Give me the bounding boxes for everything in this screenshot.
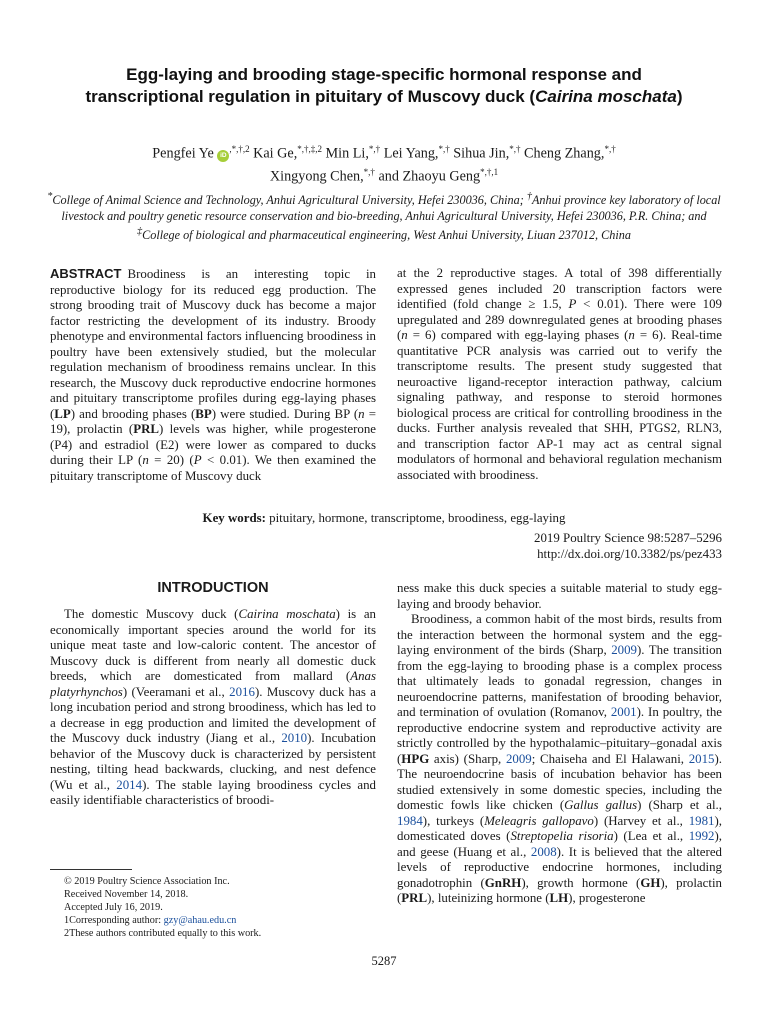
affiliation-2: Anhui province key laboratory of local livestock and poultry genetic resource conservation and bio-breeding, Anhui Agricultural University, Hefei 230036, P.R. China; and bbox=[61, 193, 721, 223]
author-marks: *,† bbox=[509, 144, 521, 154]
citation-link[interactable]: 1981 bbox=[688, 813, 715, 828]
citation-link[interactable]: 2009 bbox=[505, 751, 532, 766]
affiliation-1: College of Animal Science and Technology, Anhui Agricultural University, Hefei 230036, China; bbox=[52, 193, 524, 208]
doi-link[interactable]: http://dx.doi.org/10.3382/ps/pez433 bbox=[537, 547, 722, 561]
affiliation-3: College of biological and pharmaceutical engineering, West Anhui University, Liuan 237012, China bbox=[142, 228, 631, 243]
bold-abbreviation: LH bbox=[549, 891, 569, 905]
footnote-divider bbox=[50, 869, 132, 870]
equal-contribution-note: 2These authors contributed equally to this work. bbox=[64, 928, 262, 939]
italic-term: Cairina moschata bbox=[238, 607, 336, 621]
section-heading-introduction: INTRODUCTION bbox=[157, 580, 269, 596]
intro-left-column bbox=[50, 607, 376, 809]
citation-link[interactable]: 2001 bbox=[610, 705, 637, 719]
intro-paragraph-2: Broodiness, a common habit of the most birds, results from the interaction between the hormonal system and the egg-laying environment of the birds (Sharp, 2009). The transition from the egg-laying to brooding phase is a complex process that ultimately leads to gonadal regression, changes in neuroendocrine patterns, manifestation of brooding behavior, and termination of ovulation (Romanov, 2001). In poultry, the reproductive endocrine system and reproductive activity are strictly controlled by the hypothalamic–pituitary–gonadal axis (HPG axis) (Sharp, 2009; Chaiseha and El Halawani, 2015). The neuroendocrine basis of incubation behavior has been studied extensively in some domestic species, including the domestic fowls like chicken (Gallus gallus) (Sharp et al., 1984), turkeys (Meleagris gallopavo) (Harvey et al., 1981), domesticated doves (Streptopelia risoria) (Lea et al., 1992), and geese (Huang et al., 2008). It is believed that the altered levels of reproductive endocrine hormones, including gonadotrophin (GnRH), growth hormone (GH), prolactin (PRL), luteinizing hormone (LH), progesterone bbox=[397, 612, 723, 905]
intro-right-column bbox=[397, 581, 722, 907]
corresponding-author-note bbox=[64, 914, 374, 927]
bold-abbreviation: PRL bbox=[133, 422, 160, 436]
author-name[interactable]: Xingyong Chen, bbox=[269, 168, 364, 185]
bold-abbreviation: BP bbox=[195, 406, 212, 421]
author-marks: *,† bbox=[368, 144, 381, 154]
author-name[interactable]: Pengfei Ye bbox=[152, 145, 214, 162]
author-marks: *,† bbox=[363, 166, 375, 177]
abstract-left-column bbox=[50, 266, 376, 484]
author-marks: *,† bbox=[604, 144, 616, 154]
title-line-1: Egg-laying and brooding stage-specific hormonal response and bbox=[126, 65, 642, 84]
journal-info bbox=[422, 530, 722, 562]
abstract-right-column bbox=[397, 266, 722, 483]
bold-abbreviation: LP bbox=[54, 406, 71, 421]
received-date: Received November 14, 2018. bbox=[64, 889, 189, 900]
abstract-text-right: at the 2 reproductive stages. A total of 398 differentially expressed genes included 20 transcription factors were identified (fold change ≥ 1.5, P < 0.01). There were 109 upregulated and 289 downregulated genes at brooding phases (n = 6) compared with egg-laying phases (n = 6). Real-time quantitative PCR analysis was carried out to verify the transcriptome results. The present study suggested that neuroactive ligand-receptor interaction pathway, calcium signaling pathway, and response to steroid hormones biological process are critical for controlling broodiness in the ducks. Further analysis revealed that SHH, PTGS2, RLN3, and transcription factor AP-1 may act as central signal modulators of hormonal and behavioral regulation mechanism associated with broodiness. bbox=[397, 266, 722, 482]
italic-term: P bbox=[193, 453, 202, 467]
abstract-text-left: Broodiness is an interesting topic in reproductive biology for its reduced egg production. The strong brooding trait of Muscovy duck has become a major factor restricting the development of its industry. Broody phenotype and environmental factors influencing broodiness in poultry have been extensively studied, but the molecular regulation mechanism of broodiness remains unclear. In this research, the Muscovy duck reproductive endocrine hormones and pituitary transcriptome profiles during egg-laying phases (LP) and brooding phases (BP) were studied. During BP (n = 19), prolactin (PRL) levels was higher, while progesterone (P4) and estradiol (E2) were lower as compared to ducks during their LP (n = 20) (P < 0.01). We then examined the pituitary transcriptome of Muscovy duck bbox=[50, 267, 377, 483]
author-name[interactable]: Sihua Jin, bbox=[453, 145, 510, 162]
italic-term: n bbox=[142, 453, 149, 467]
keywords-text: pituitary, hormone, transcriptome, broodiness, egg-laying bbox=[269, 511, 566, 525]
corresponding-email-link[interactable]: gzy@ahau.edu.cn bbox=[163, 915, 237, 926]
italic-term: Gallus gallus bbox=[564, 798, 638, 812]
italic-term: n bbox=[401, 328, 408, 342]
italic-term: Meleagris gallopavo bbox=[484, 813, 594, 828]
page-number: 5287 bbox=[371, 954, 397, 968]
author-marks: *,†,‡,2 bbox=[297, 144, 322, 154]
citation-link[interactable]: 2014 bbox=[116, 777, 143, 792]
author-name[interactable]: Cheng Zhang, bbox=[524, 145, 605, 162]
author-name[interactable]: Kai Ge, bbox=[253, 145, 298, 162]
orcid-icon[interactable]: iD bbox=[217, 150, 229, 162]
title-line-2 bbox=[40, 86, 728, 108]
citation-link[interactable]: 1992 bbox=[688, 829, 715, 843]
author-marks: *,†,1 bbox=[480, 166, 499, 177]
affiliation-mark: * bbox=[47, 191, 53, 202]
author-name[interactable]: and Zhaoyu Geng bbox=[378, 168, 481, 185]
title-species: Cairina moschata bbox=[535, 87, 677, 106]
author-list bbox=[40, 140, 728, 185]
affiliations bbox=[40, 189, 728, 244]
citation-link[interactable]: 2010 bbox=[281, 731, 308, 745]
corresponding-label: 1Corresponding author: bbox=[64, 915, 164, 926]
bold-abbreviation: PRL bbox=[401, 891, 428, 905]
citation-link[interactable]: 1984 bbox=[397, 813, 423, 828]
keywords-line bbox=[40, 510, 728, 526]
italic-term: P bbox=[568, 297, 577, 311]
italic-term: n bbox=[358, 406, 365, 421]
intro-paragraph-1-continued: ness make this duck species a suitable material to study egg-laying and broody behavior. bbox=[397, 581, 722, 611]
author-name[interactable]: Lei Yang, bbox=[383, 145, 439, 162]
accepted-date: Accepted July 16, 2019. bbox=[64, 902, 163, 913]
intro-paragraph-1: The domestic Muscovy duck (Cairina moschata) is an economically important species around the world for its unique meat taste and low-caloric content. The ancestor of Muscovy duck is different from nearly all domestic duck breeds, which are domesticated from mallard (Anas platyrhynchos) (Veeramani et al., 2016). Muscovy duck has a long incubation period and strong broodiness, which has led to a decrease in egg production and limited the development of the Muscovy duck industry (Jiang et al., 2010). Incubation behavior of the Muscovy duck is characterized by persistent nesting, tilting head backwards, clucking, and nest defence (Wu et al., 2014). The stable laying broodiness cycles and easily identifiable characteristics of broodi- bbox=[50, 607, 377, 807]
bold-abbreviation: HPG bbox=[401, 751, 430, 766]
citation-link[interactable]: 2016 bbox=[229, 684, 255, 699]
bold-abbreviation: GH bbox=[640, 875, 661, 890]
bold-abbreviation: GnRH bbox=[484, 875, 522, 890]
title-line-2-suffix: ) bbox=[676, 87, 683, 106]
affiliation-mark: † bbox=[526, 191, 532, 202]
italic-term: Streptopelia risoria bbox=[510, 829, 614, 843]
title-line-2-prefix: transcriptional regulation in pituitary of Muscovy duck ( bbox=[85, 87, 536, 106]
copyright-note: © 2019 Poultry Science Association Inc. bbox=[64, 876, 230, 887]
journal-citation: 2019 Poultry Science 98:5287–5296 bbox=[534, 531, 722, 545]
paper-title bbox=[40, 64, 728, 108]
author-marks: ,*,†,2 bbox=[229, 144, 250, 154]
italic-term: n bbox=[628, 328, 635, 342]
author-marks: *,† bbox=[438, 144, 450, 154]
citation-link[interactable]: 2015 bbox=[688, 751, 715, 766]
affiliation-mark: ‡ bbox=[137, 226, 143, 238]
author-name[interactable]: Min Li, bbox=[325, 145, 369, 162]
italic-term: Anas platyrhynchos bbox=[50, 669, 376, 699]
abstract-heading: ABSTRACT bbox=[50, 266, 122, 281]
citation-link[interactable]: 2008 bbox=[530, 844, 557, 859]
citation-link[interactable]: 2009 bbox=[611, 643, 637, 657]
keywords-label: Key words: bbox=[202, 511, 266, 525]
footnotes bbox=[64, 875, 374, 940]
